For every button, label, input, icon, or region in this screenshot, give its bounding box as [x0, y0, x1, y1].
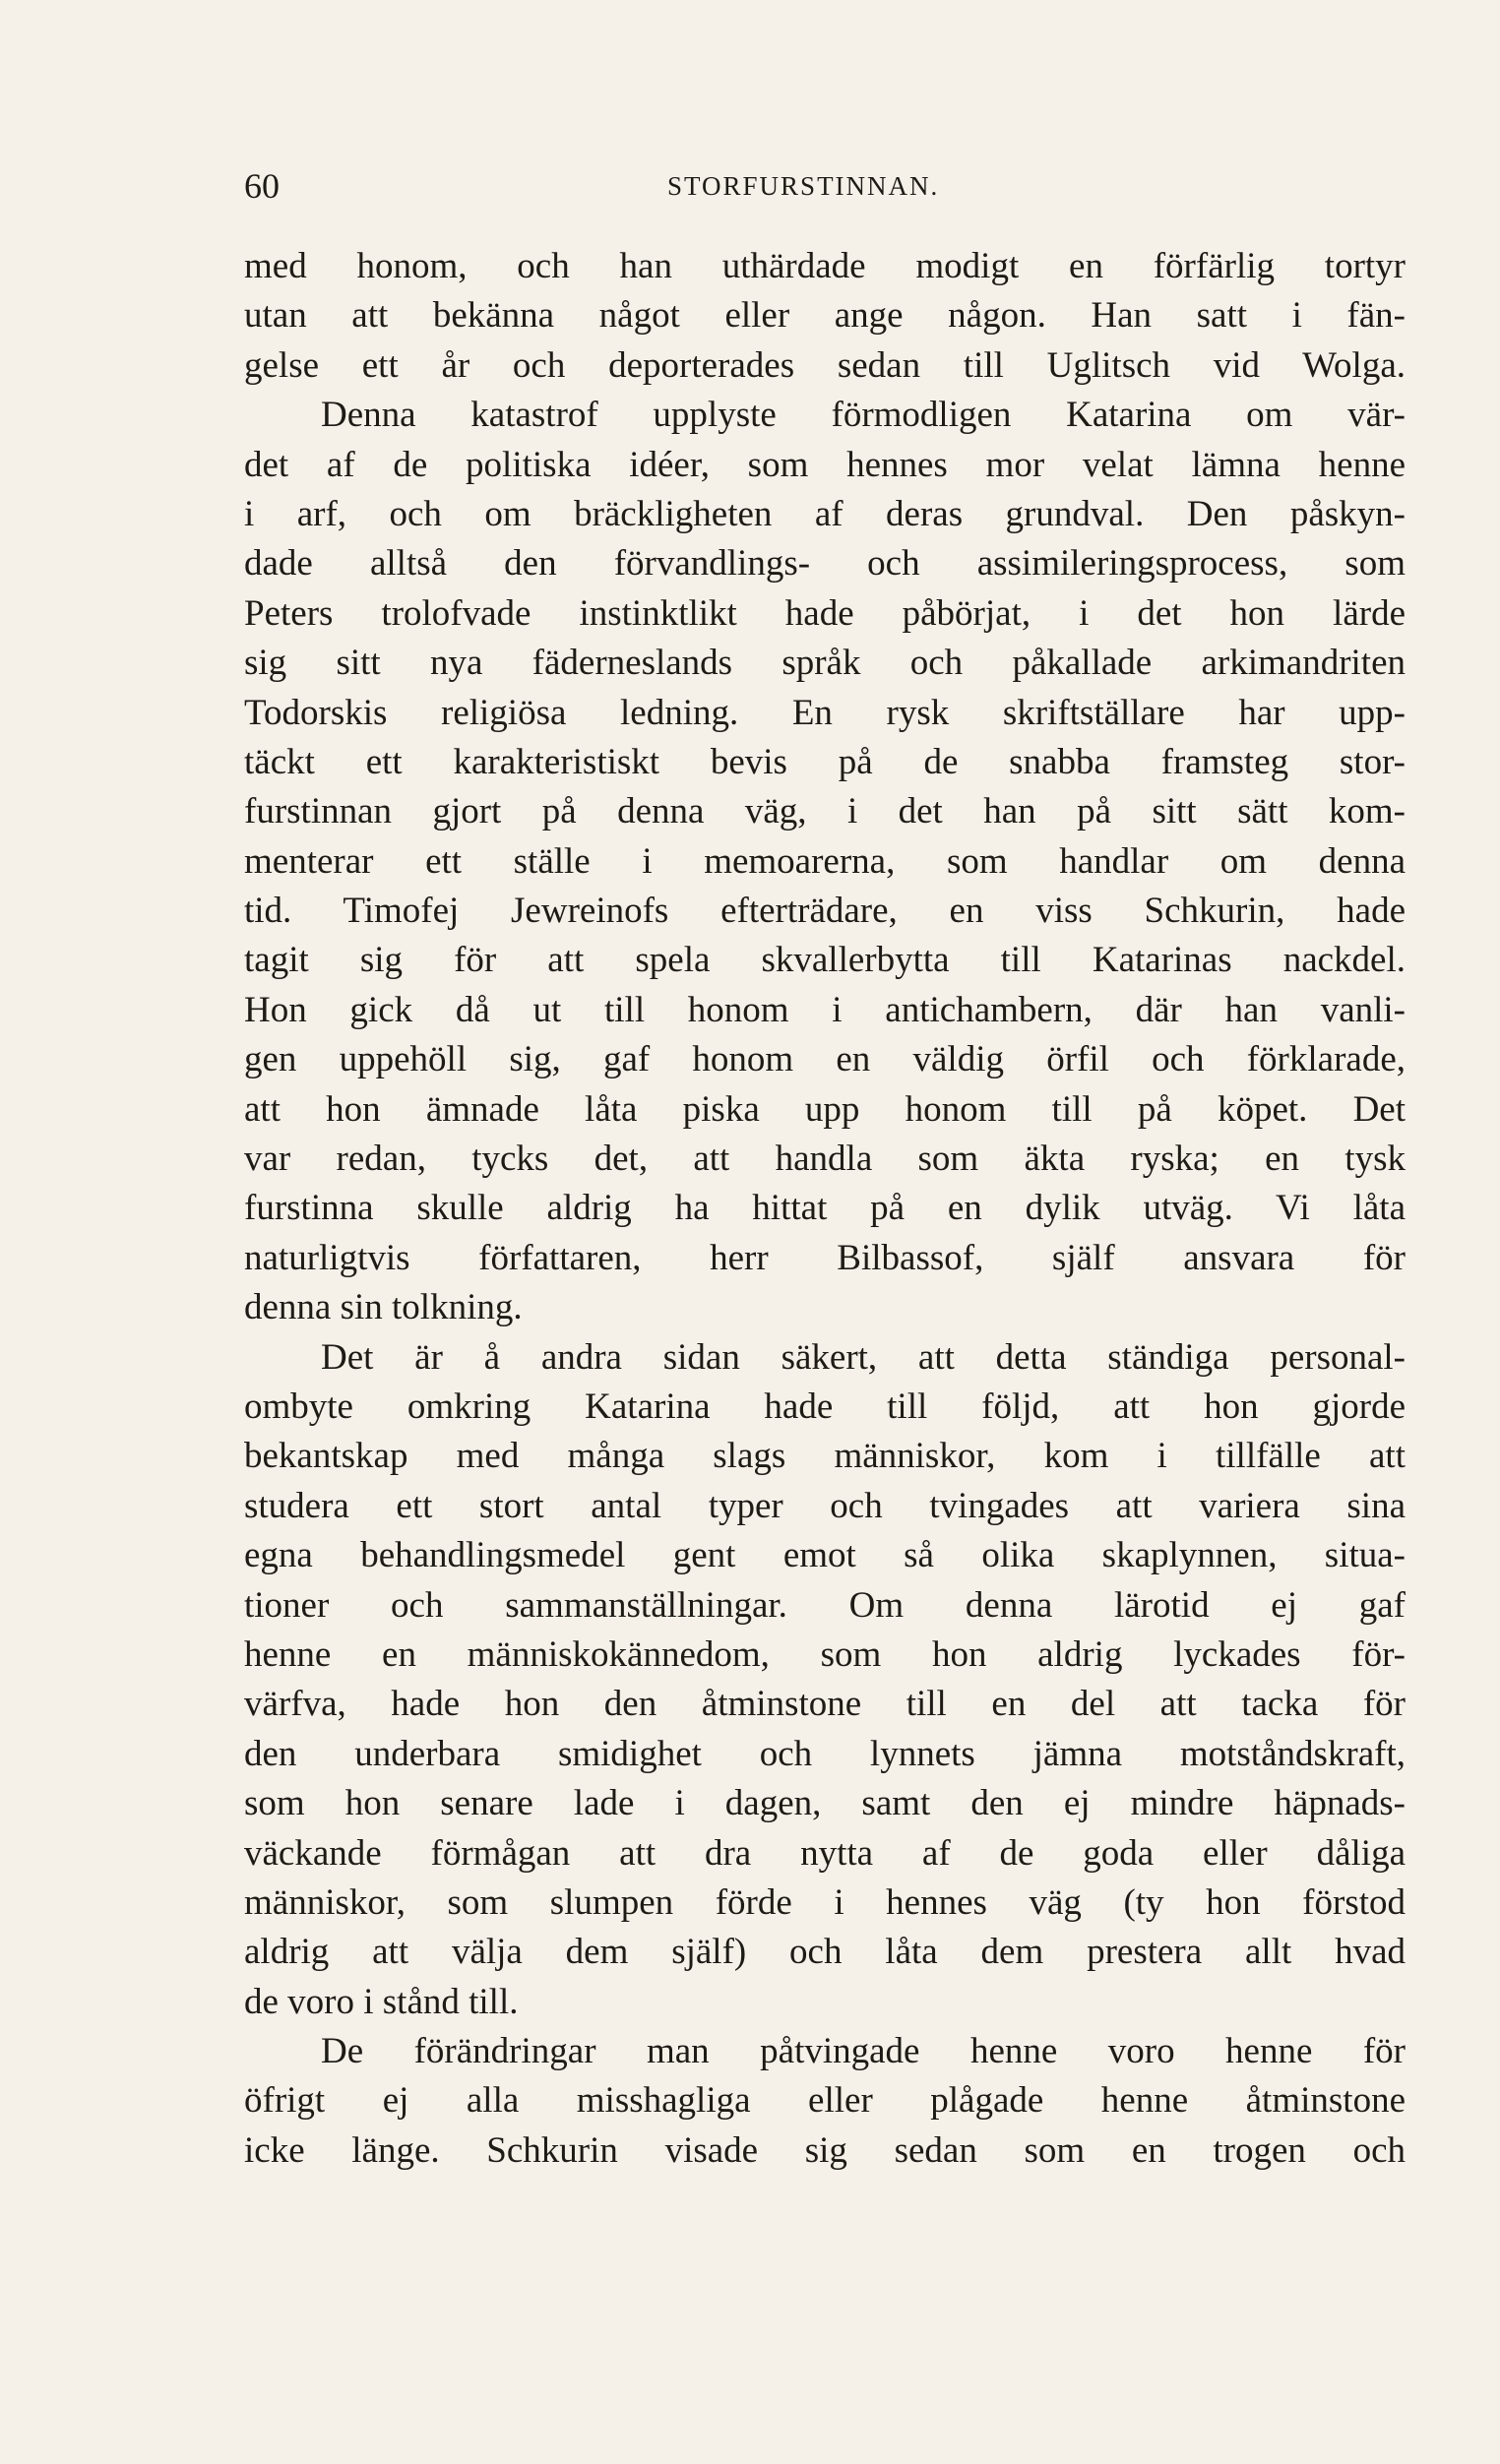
text-line: med honom, och han uthärdade modigt en förfärlig tortyr: [244, 246, 1406, 286]
text-line: värfva, hade hon den åtminstone till en del att tacka för: [244, 1684, 1406, 1725]
text-line: dade alltså den förvandlings- och assimileringsprocess, som: [244, 543, 1406, 585]
text-line: tioner och sammanställningar. Om denna lärotid ej gaf: [244, 1584, 1406, 1626]
text-line: sig sitt nya fäderneslands språk och påkallade arkimandriten: [244, 643, 1406, 684]
text-line: i arf, och om bräckligheten af deras grundval. Den påskyn-: [244, 493, 1406, 534]
text-line: gelse ett år och deporterades sedan till Uglitsch vid Wolga.: [244, 344, 1406, 386]
text-line: icke länge. Schkurin visade sig sedan som en trogen och: [244, 2129, 1406, 2171]
text-line: människor, som slumpen förde i hennes väg (ty hon förstod: [244, 1881, 1406, 1923]
body-text: [244, 242, 1406, 2176]
page-number: 60: [244, 166, 280, 206]
text-line: furstinnan gjort på denna väg, i det han på sitt sätt kom-: [244, 791, 1406, 832]
text-line: gen uppehöll sig, gaf honom en väldig örfil och förklarade,: [244, 1039, 1406, 1080]
text-line: Det är å andra sidan säkert, att detta ständiga personal-: [321, 1336, 1406, 1378]
text-line: Todorskis religiösa ledning. En rysk skriftställare har upp-: [244, 692, 1406, 733]
text-line: väckande förmågan att dra nytta af de goda eller dåliga: [244, 1832, 1406, 1874]
page-header: [244, 165, 1406, 224]
text-line: menterar ett ställe i memoarerna, som handlar om denna: [244, 840, 1406, 882]
text-line: furstinna skulle aldrig ha hittat på en dylik utväg. Vi låta: [244, 1188, 1406, 1229]
text-line: Denna katastrof upplyste förmodligen Katarina om vär-: [321, 395, 1406, 436]
text-line: Peters trolofvade instinktlikt hade påbörjat, i det hon lärde: [244, 592, 1406, 634]
text-line: egna behandlingsmedel gent emot så olika skaplynnen, situa-: [244, 1535, 1406, 1576]
text-line: tagit sig för att spela skvallerbytta till Katarinas nackdel.: [244, 940, 1406, 981]
text-line: denna sin tolkning.: [244, 1287, 523, 1328]
text-line: öfrigt ej alla misshagliga eller plågade henne åtminstone: [244, 2080, 1406, 2122]
text-line: var redan, tycks det, att handla som äkta ryska; en tysk: [244, 1139, 1406, 1180]
text-line: De förändringar man påtvingade henne voro henne för: [321, 2031, 1406, 2072]
text-line: täckt ett karakteristiskt bevis på de snabba framsteg stor-: [244, 741, 1406, 782]
text-line: Hon gick då ut till honom i antichambern, där han vanli-: [244, 989, 1406, 1030]
text-line: bekantskap med många slags människor, kom i tillfälle att: [244, 1436, 1406, 1477]
text-line: naturligtvis författaren, herr Bilbassof, själf ansvara för: [244, 1237, 1406, 1278]
text-line: som hon senare lade i dagen, samt den ej mindre häpnads-: [244, 1783, 1406, 1824]
text-line: att hon ämnade låta piska upp honom till på köpet. Det: [244, 1088, 1406, 1130]
text-line: utan att bekänna något eller ange någon. Han satt i fän-: [244, 295, 1406, 337]
text-line: ombyte omkring Katarina hade till följd, att hon gjorde: [244, 1386, 1406, 1427]
text-line: aldrig att välja dem själf) och låta dem prestera allt hvad: [244, 1932, 1406, 1973]
text-line: tid. Timofej Jewreinofs efterträdare, en viss Schkurin, hade: [244, 891, 1406, 932]
text-line: det af de politiska idéer, som hennes mor velat lämna henne: [244, 444, 1406, 485]
text-line: studera ett stort antal typer och tvingades att variera sina: [244, 1485, 1406, 1526]
text-line: den underbara smidighet och lynnets jämna motståndskraft,: [244, 1733, 1406, 1774]
text-line: de voro i stånd till.: [244, 1981, 519, 2022]
running-head: STORFURSTINNAN.: [667, 171, 940, 201]
text-line: henne en människokännedom, som hon aldrig lyckades för-: [244, 1633, 1406, 1675]
